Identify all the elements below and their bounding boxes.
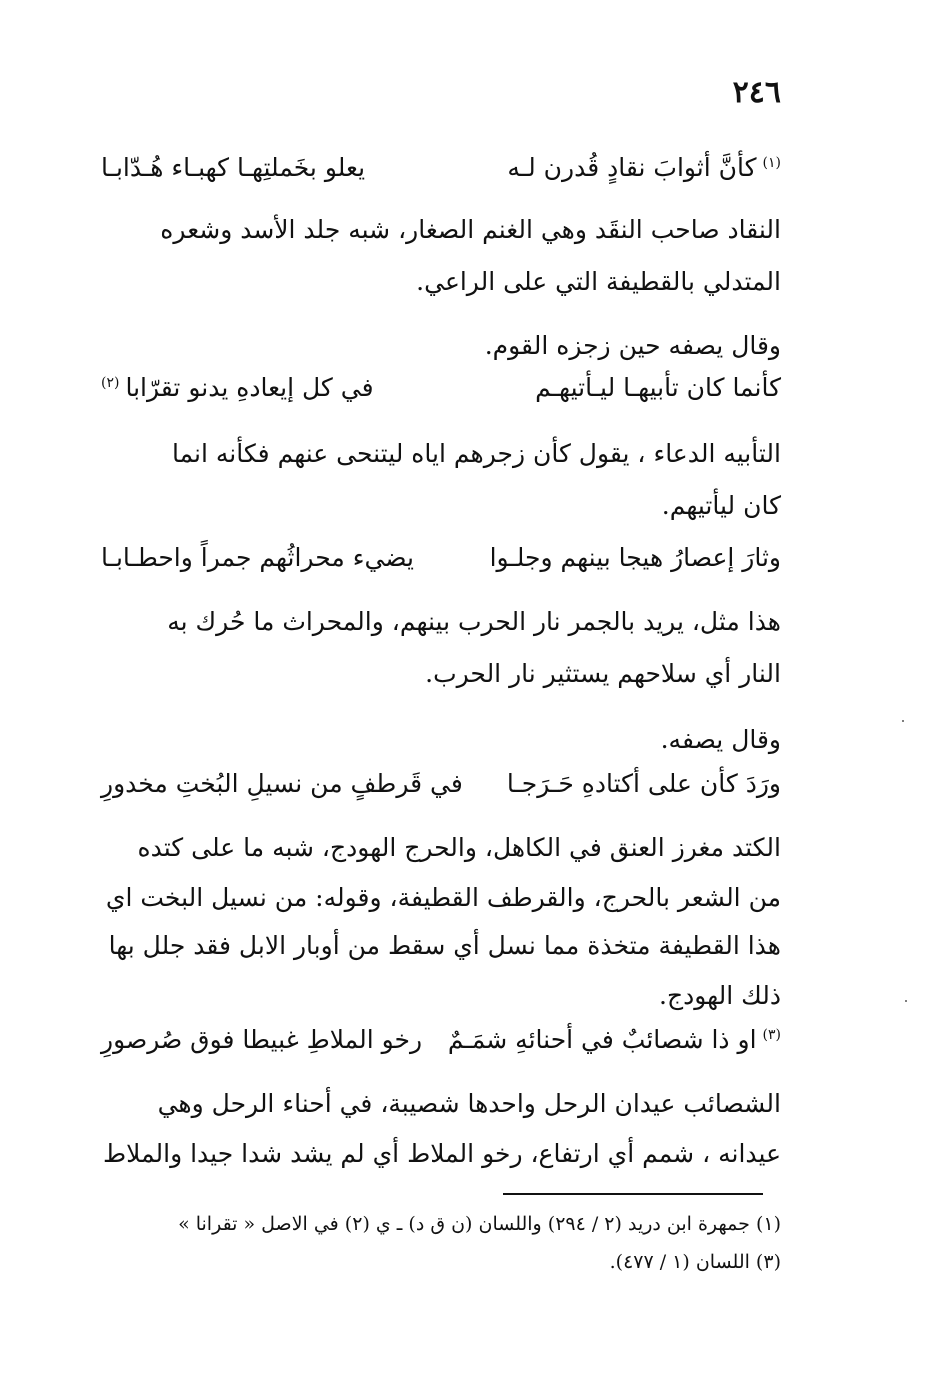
paragraph-4-line-3: هذا القطيفة متخذة مما نسل أي سقط من أوبار الابل فقد جلل بها [108,931,781,960]
verse-5-right-wrap [448,1027,781,1052]
paragraph-4-line-1: الكتد مغرز العنق في الكاهل، والحرج الهودج، شبه ما على كتده [137,833,781,862]
verse-4 [101,771,781,796]
verse-1 [101,155,781,180]
paragraph-2-line-2: كان ليأتيهم. [661,491,781,520]
verse-1-second-hemistich: يعلو بخَملتِهـا كهبـاء هُـدّابـا [101,153,366,182]
verse-3 [101,545,781,570]
paragraph-2-line-1: التأبيه الدعاء ، يقول كأن زجرهم اياه ليتنحى عنهم فكأنه انما [171,439,781,468]
scan-speck [902,720,904,722]
verse-5 [101,1027,781,1052]
verse-4-second-hemistich: في قَرطفٍ من نسيلِ البُختِ مخدورِ [101,769,463,798]
verse-2-left-wrap [101,375,374,400]
paragraph-1-line-1: النقاد صاحب النقَد وهي الغنم الصغار، شبه جلد الأسد وشعره [160,215,781,244]
verse-2-second-hemistich: في كل إيعادهِ يدنو تقرّابا [125,373,374,402]
footnote-separator [503,1193,763,1195]
paragraph-5-line-1: الشصائب عيدان الرحل واحدها شصيبة، في أحناء الرحل وهي [157,1089,781,1118]
footnote-line-2: (٣) اللسان (١ / ٤٧٧). [609,1251,781,1273]
verse-1-right-wrap [507,155,781,180]
paragraph-4-line-4: ذلك الهودج. [659,981,781,1010]
verse-1-first-hemistich: كأنَّ أثوابَ نقادٍ قُدرن لـه [507,153,757,182]
verse-5-first-hemistich: او ذا شصائبٌ في أحنائهِ شمَـمٌ [447,1025,757,1054]
verse-5-second-hemistich: رخو الملاطِ غبيطا فوق صُرصورِ [101,1025,423,1054]
footnote-marker-3: (٣) [762,1026,781,1043]
intro-4: وقال يصفه. [660,725,781,754]
intro-2: وقال يصفه حين زجزه القوم. [484,331,781,360]
paragraph-4-line-2: من الشعر بالحرج، والقرطف القطيفة، وقوله: من نسيل البخت اي [105,883,781,912]
verse-2-first-hemistich: كأنما كان تأبيهـا ليـأتيهـم [535,373,781,402]
scan-speck [905,1000,907,1002]
paragraph-1-line-2: المتدلي بالقطيفة التي على الراعي. [416,267,781,296]
paragraph-5-line-2: عيدانه ، شمم أي ارتفاع، رخو الملاط أي لم يشد شدا جيدا والملاط [103,1139,781,1168]
verse-2 [101,375,781,400]
verse-4-first-hemistich: ورَدَ كأن على أكتادهِ حَـرَجـا [506,769,781,798]
verse-3-first-hemistich: وثارَ إعصارُ هيجا بينهم وجلـوا [489,543,781,572]
paragraph-3-line-1: هذا مثل، يريد بالجمر نار الحرب بينهم، والمحراث ما حُرك به [167,607,781,636]
footnote-line-1: (١) جمهرة ابن دريد (٢ / ٢٩٤) واللسان (ن ق د) ـ ي (٢) في الاصل « تقرانا » [178,1213,781,1235]
verse-3-second-hemistich: يضيء محراثُهم جمراً واحطـابـا [101,543,414,572]
footnote-marker-2: (٢) [101,374,120,391]
paragraph-3-line-2: النار أي سلاحهم يستثير نار الحرب. [425,659,781,688]
page-number: ٢٤٦ [732,75,781,110]
footnote-marker-1: (١) [762,154,781,171]
